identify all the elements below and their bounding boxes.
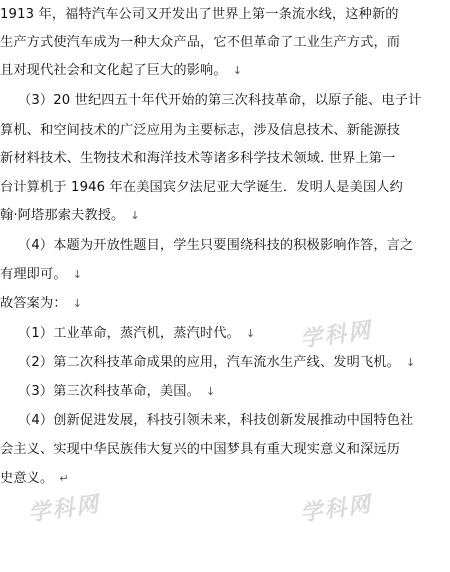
- line-text: （4）本题为开放性题目，学生只要围绕科技的积极影响作答，言之: [18, 238, 414, 253]
- line-text: 翰·阿塔那索夫教授。: [0, 208, 125, 223]
- line-text: （4）创新促进发展，科技引领未来，科技创新发展推动中国特色社: [18, 413, 414, 428]
- line-text: （3）第三次科技革命，美国。: [18, 384, 200, 399]
- text-line: [0, 207, 450, 225]
- line-text: 新材料技术、生物技术和海洋技术等诸多科学技术领域. 世界上第一: [0, 151, 396, 166]
- text-line: [0, 150, 450, 168]
- line-text: 算机、和空间技术的广泛应用为主要标志，涉及信息技术、新能源技: [0, 123, 401, 138]
- text-line: [0, 266, 450, 284]
- line-text: 故答案为：: [0, 296, 67, 311]
- line-text: 有理即可。: [0, 267, 67, 282]
- text-line: [0, 383, 450, 401]
- line-text: 史意义。: [0, 471, 54, 486]
- paragraph-mark: ↓: [72, 297, 83, 310]
- line-text: 生产方式使汽车成为一种大众产品，它不但革命了工业生产方式，而: [0, 35, 401, 50]
- text-line: [0, 441, 450, 459]
- text-line: [0, 470, 450, 488]
- text-line: [0, 62, 450, 80]
- text-line: [0, 122, 450, 140]
- paragraph-mark: ↓: [130, 209, 140, 222]
- watermark: 学科网: [298, 318, 374, 353]
- text-line: [0, 354, 450, 372]
- line-text: （3）20 世纪四五十年代开始的第三次科技革命，以原子能、电子计: [18, 93, 422, 108]
- text-line: [0, 325, 450, 343]
- text-line: [0, 92, 450, 110]
- paragraph-mark: ↓: [232, 64, 243, 77]
- text-line: [0, 237, 450, 255]
- line-text: （1）工业革命，蒸汽机，蒸汽时代。: [18, 326, 240, 341]
- watermark: 学科网: [26, 492, 102, 527]
- paragraph-mark: ↵: [59, 472, 69, 485]
- line-text: 且对现代社会和文化起了巨大的影响。: [0, 63, 227, 78]
- paragraph-mark: ↓: [205, 385, 216, 398]
- line-text: 台计算机于 1946 年在美国宾夕法尼亚大学诞生．发明人是美国人约: [0, 180, 403, 195]
- line-text: （2）第二次科技革命成果的应用，汽车流水生产线、发明飞机。: [18, 355, 400, 370]
- text-line: [0, 179, 450, 197]
- watermark: 学科网: [298, 492, 374, 527]
- text-line: [0, 6, 450, 24]
- line-text: 1913 年，福特汽车公司又开发出了世界上第一条流水线，这种新的: [0, 7, 399, 22]
- text-line: [0, 412, 450, 430]
- paragraph-mark: ↓: [72, 268, 83, 281]
- paragraph-mark: ↓: [406, 356, 416, 369]
- text-line: [0, 295, 450, 313]
- line-text: 会主义、实现中华民族伟大复兴的中国梦具有重大现实意义和深远历: [0, 442, 401, 457]
- paragraph-mark: ↓: [245, 327, 256, 340]
- text-line: [0, 34, 450, 52]
